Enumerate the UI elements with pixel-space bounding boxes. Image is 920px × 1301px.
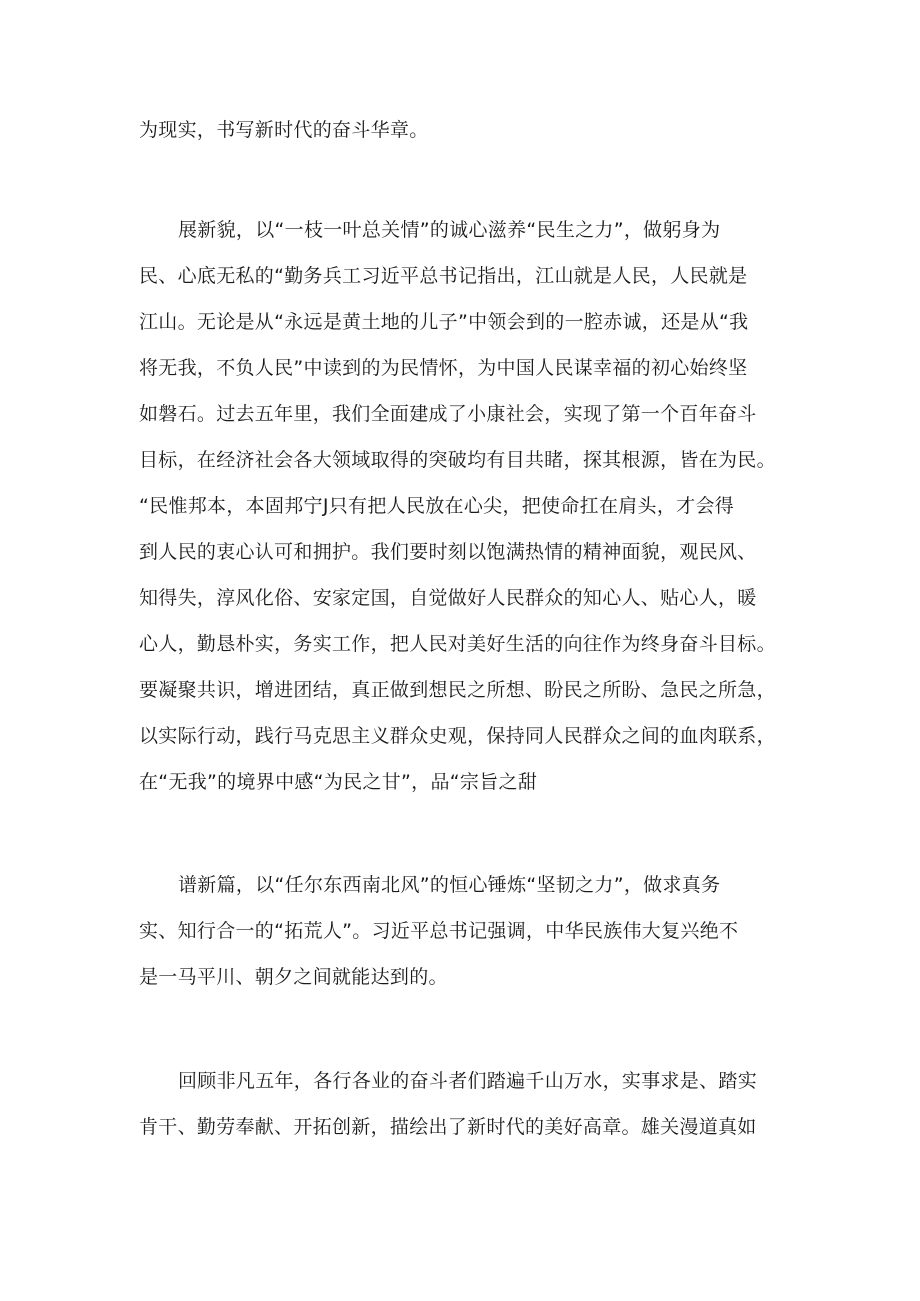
text-line: 是一马平川、朝夕之间就能达到的。	[139, 966, 448, 988]
text-line: 如磐石。过去五年里，我们全面建成了小康社会，实现了第一个百年奋斗	[139, 403, 757, 425]
text-line: 在“无我”的境界中感“为民之甘”，品“宗旨之甜	[139, 771, 538, 793]
text-line: 到人民的衷心认可和拥护。我们要时刻以饱满热情的精神面貌，观民风、	[139, 541, 757, 563]
text-line: 要凝聚共识，增进团结，真正做到想民之所想、盼民之所盼、急民之所急，	[139, 679, 776, 701]
text-line: 谱新篇，以“任尔东西南北风”的恒心锤炼“坚韧之力”，做求真务	[178, 874, 721, 896]
text-line: 民、心底无私的“勤务兵工习近平总书记指出，江山就是人民，人民就是	[139, 265, 748, 287]
text-line: 目标，在经济社会各大领域取得的突破均有目共睹，探其根源，皆在为民。	[139, 449, 776, 471]
text-line: 实、知行合一的“拓荒人”。习近平总书记强调，中华民族伟大复兴绝不	[139, 920, 739, 942]
text-line: 以实际行动，践行马克思主义群众史观，保持同人民群众之间的血肉联系，	[139, 725, 776, 747]
text-line: 展新貌，以“一枝一叶总关情”的诚心滋养“民生之力”，做躬身为	[178, 219, 721, 241]
text-line: 知得失，淳风化俗、安家定国，自觉做好人民群众的知心人、贴心人，暖	[139, 587, 757, 609]
text-line: 江山。无论是从“永远是黄土地的儿子”中领会到的一腔赤诚，还是从“我	[139, 311, 749, 333]
text-line: 将无我，不负人民”中读到的为民情怀，为中国人民谋幸福的初心始终坚	[139, 357, 748, 379]
text-line: 回顾非凡五年，各行各业的奋斗者们踏遍千山万水，实事求是、踏实	[178, 1070, 758, 1092]
text-line: 心人，勤恳朴实，务实工作，把人民对美好生活的向往作为终身奋斗目标。	[139, 633, 776, 655]
text-line: 肯干、勤劳奉献、开拓创新，描绘出了新时代的美好高章。雄关漫道真如	[139, 1116, 757, 1138]
text-line: “民惟邦本，本固邦宁J只有把人民放在心尖，把使命扛在肩头，才会得	[139, 495, 735, 517]
text-line: 为现实，书写新时代的奋斗华章。	[139, 119, 429, 141]
